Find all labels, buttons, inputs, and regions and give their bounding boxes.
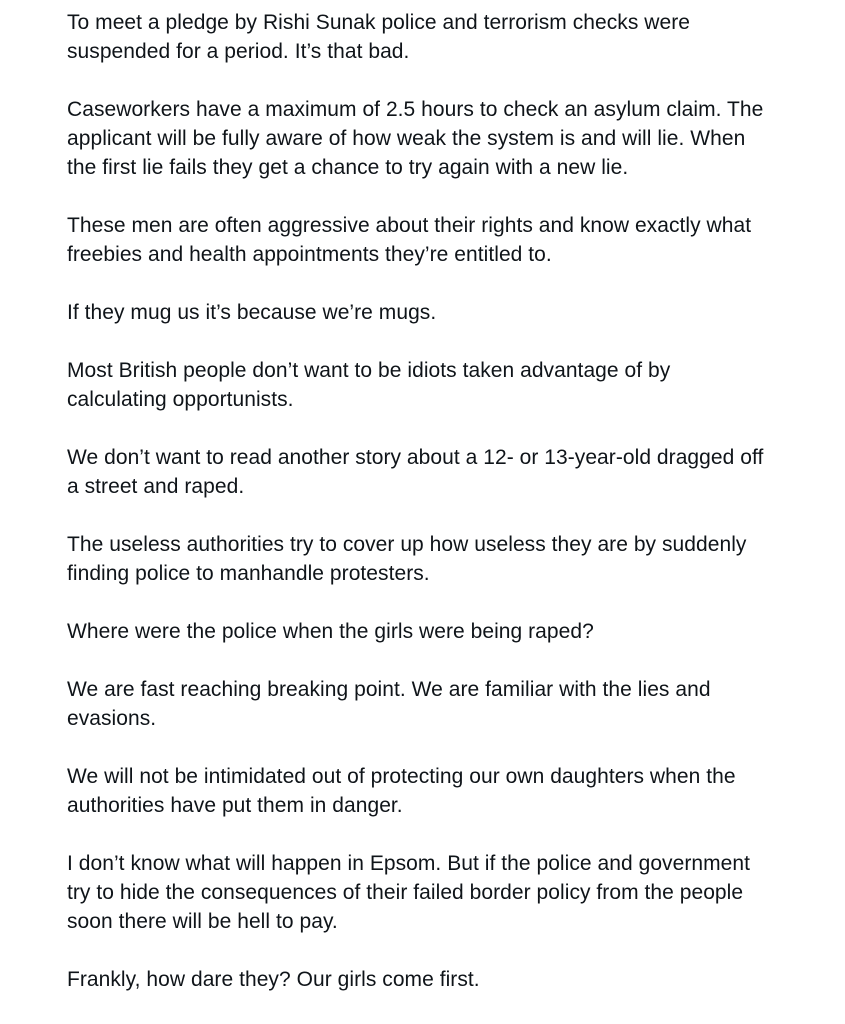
post-paragraph: Frankly, how dare they? Our girls come first. bbox=[67, 968, 480, 991]
post-paragraph: We are fast reaching breaking point. We are familiar with the lies and evasions. bbox=[67, 678, 711, 730]
post-paragraph: I don’t know what will happen in Epsom. But if the police and government try to hide the consequences of their failed border policy from the people soon there will be hell to pay. bbox=[67, 852, 750, 933]
post-paragraph: If they mug us it’s because we’re mugs. bbox=[67, 301, 437, 324]
post-paragraph: Where were the police when the girls were being raped? bbox=[67, 620, 594, 643]
post-paragraph: Most British people don’t want to be idiots taken advantage of by calculating opportunists. bbox=[67, 359, 671, 411]
post-paragraph: We don’t want to read another story about a 12- or 13-year-old dragged off a street and raped. bbox=[67, 446, 764, 498]
post-paragraph: These men are often aggressive about their rights and know exactly what freebies and health appointments they’re entitled to. bbox=[67, 214, 752, 266]
post-text-body bbox=[67, 8, 837, 994]
post-paragraph: We will not be intimidated out of protecting our own daughters when the authorities have put them in danger. bbox=[67, 765, 736, 817]
post-paragraph: To meet a pledge by Rishi Sunak police and terrorism checks were suspended for a period. It’s that bad. bbox=[67, 11, 690, 63]
post-paragraph: Caseworkers have a maximum of 2.5 hours to check an asylum claim. The applicant will be fully aware of how weak the system is and will lie. When the first lie fails they get a chance to try again with a new lie. bbox=[67, 98, 764, 179]
post-paragraph: The useless authorities try to cover up how useless they are by suddenly finding police to manhandle protesters. bbox=[67, 533, 747, 585]
